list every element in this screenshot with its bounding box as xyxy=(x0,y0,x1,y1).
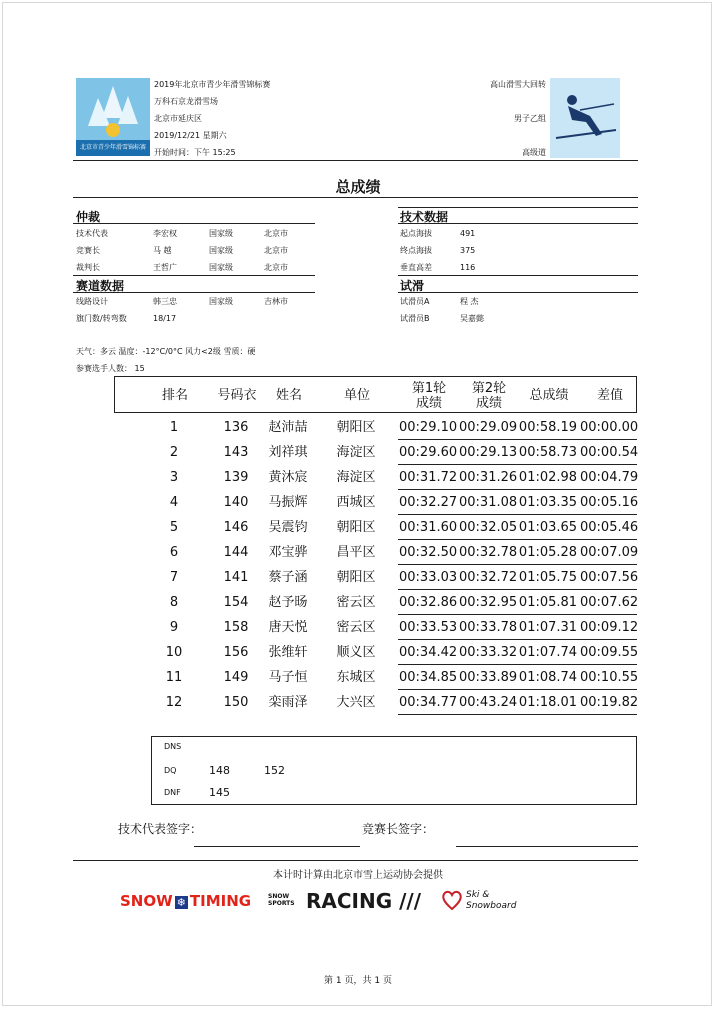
table-cell: 00:29.09 xyxy=(459,420,518,435)
column-header: 号码衣 xyxy=(217,388,257,403)
dq-value: 152 xyxy=(264,764,285,777)
jury-role: 竞赛长 xyxy=(76,246,100,255)
table-cell: 156 xyxy=(223,645,249,660)
forerunner-label: 试滑员B xyxy=(400,314,430,323)
table-cell: 11 xyxy=(165,670,183,685)
fore-line xyxy=(398,292,638,293)
table-cell: 00:32.95 xyxy=(459,595,518,610)
dnf-label: DNF xyxy=(164,788,181,797)
timing-text: TIMING xyxy=(189,892,252,910)
footer-divider xyxy=(73,860,638,861)
forerunners-heading: 试滑 xyxy=(400,279,425,293)
tech-value: 491 xyxy=(460,229,476,238)
course-top-line xyxy=(73,275,315,276)
table-cell: 6 xyxy=(169,545,179,560)
location: 北京市延庆区 xyxy=(154,114,202,123)
table-cell: 00:34.42 xyxy=(399,645,458,660)
table-cell: 00:00.00 xyxy=(580,420,639,435)
snowflake-icon: ❄ xyxy=(176,896,186,909)
page-number: 第 1 页，共 1 页 xyxy=(324,976,392,986)
table-cell: 01:18.01 xyxy=(518,695,578,710)
heart-icon xyxy=(440,888,464,912)
racing-logo: RACING /// xyxy=(306,889,422,913)
table-cell: 00:32.27 xyxy=(399,495,458,510)
table-cell: 海淀区 xyxy=(336,445,376,460)
column-header: 排名 xyxy=(161,388,188,403)
table-cell: 00:32.78 xyxy=(459,545,518,560)
table-cell: 00:34.85 xyxy=(399,670,458,685)
table-cell: 蔡子涵 xyxy=(268,570,308,585)
table-cell: 140 xyxy=(223,495,249,510)
course-label: 旗门数/转弯数 xyxy=(76,314,127,323)
table-cell: 00:05.16 xyxy=(580,495,639,510)
table-cell: 00:00.54 xyxy=(580,445,639,460)
start-time: 开始时间：下午 15:25 xyxy=(154,148,236,157)
dnf-value: 145 xyxy=(209,786,230,799)
jury-role: 技术代表 xyxy=(76,229,108,238)
dq-value: 148 xyxy=(209,764,230,777)
table-cell: 张维轩 xyxy=(268,645,308,660)
column-header: 差值 xyxy=(596,388,623,403)
row-divider xyxy=(398,614,637,615)
jury-name: 李宏权 xyxy=(153,229,177,238)
jury-level: 国家级 xyxy=(209,246,233,255)
tech-delegate-signature-label: 技术代表签字： xyxy=(118,822,203,836)
course-level: 高级道 xyxy=(522,148,546,157)
table-cell: 01:02.98 xyxy=(518,470,578,485)
table-cell: 00:31.60 xyxy=(399,520,458,535)
table-cell: 00:29.60 xyxy=(399,445,458,460)
table-cell: 东城区 xyxy=(336,670,376,685)
table-cell: 8 xyxy=(169,595,179,610)
table-cell: 00:29.13 xyxy=(459,445,518,460)
table-cell: 刘祥琪 xyxy=(268,445,308,460)
table-cell: 01:05.75 xyxy=(518,570,578,585)
table-cell: 00:32.72 xyxy=(459,570,518,585)
results-header xyxy=(114,376,637,413)
table-cell: 5 xyxy=(169,520,179,535)
table-cell: 9 xyxy=(169,620,179,635)
table-cell: 01:03.35 xyxy=(518,495,578,510)
snow-text: SNOW xyxy=(120,892,173,910)
table-cell: 00:33.03 xyxy=(399,570,458,585)
logo-text: 北京市青少年滑雪锦标赛 xyxy=(79,144,146,151)
row-divider xyxy=(398,639,637,640)
table-cell: 00:09.12 xyxy=(580,620,639,635)
table-cell: 01:08.74 xyxy=(518,670,578,685)
table-cell: 00:10.55 xyxy=(580,670,639,685)
table-cell: 00:09.55 xyxy=(580,645,639,660)
table-cell: 马振辉 xyxy=(268,495,308,510)
tech-value: 375 xyxy=(460,246,476,255)
tech-label: 垂直高差 xyxy=(400,263,432,272)
age-group: 男子乙组 xyxy=(514,114,546,123)
table-cell: 01:05.81 xyxy=(518,595,578,610)
title-divider xyxy=(73,197,638,198)
tech-value: 116 xyxy=(460,263,476,272)
table-cell: 大兴区 xyxy=(336,695,376,710)
table-cell: 00:58.19 xyxy=(518,420,578,435)
table-cell: 赵沛喆 xyxy=(268,420,308,435)
table-cell: 赵予旸 xyxy=(268,595,308,610)
table-cell: 顺义区 xyxy=(336,645,376,660)
jury-org: 北京市 xyxy=(264,246,288,255)
table-cell: 00:43.24 xyxy=(459,695,518,710)
table-cell: 139 xyxy=(223,470,249,485)
table-cell: 00:31.26 xyxy=(459,470,518,485)
table-cell: 00:07.56 xyxy=(580,570,639,585)
table-cell: 邓宝骅 xyxy=(268,545,308,560)
tech-top-line xyxy=(398,207,638,208)
course-level: 国家级 xyxy=(209,297,233,306)
dq-label: DQ xyxy=(164,766,177,775)
table-cell: 00:32.05 xyxy=(459,520,518,535)
jury-org: 北京市 xyxy=(264,263,288,272)
weather: 天气：多云 温度：-12°C/0°C 风力<2级 雪质：硬 xyxy=(76,347,256,356)
table-cell: 00:33.32 xyxy=(459,645,518,660)
table-cell: 01:07.74 xyxy=(518,645,578,660)
ski-snowboard-logo: Ski & Snowboard xyxy=(466,890,517,911)
table-cell: 00:31.72 xyxy=(399,470,458,485)
course-name: 韩三忠 xyxy=(153,297,177,306)
table-cell: 密云区 xyxy=(336,620,376,635)
table-cell: 01:07.31 xyxy=(518,620,578,635)
course-org: 吉林市 xyxy=(264,297,288,306)
dns-label: DNS xyxy=(164,742,182,751)
table-cell: 昌平区 xyxy=(336,545,376,560)
fore-top-line xyxy=(398,275,638,276)
table-cell: 150 xyxy=(223,695,249,710)
snow-sports-text: SNOW SPORTS xyxy=(268,893,295,907)
table-cell: 00:32.86 xyxy=(399,595,458,610)
course-heading: 赛道数据 xyxy=(76,279,125,293)
tech-delegate-signature-line xyxy=(194,846,360,847)
table-cell: 143 xyxy=(223,445,249,460)
jury-level: 国家级 xyxy=(209,263,233,272)
row-divider xyxy=(398,664,637,665)
table-cell: 00:33.78 xyxy=(459,620,518,635)
table-cell: 10 xyxy=(165,645,183,660)
table-cell: 146 xyxy=(223,520,249,535)
table-cell: 1 xyxy=(169,420,179,435)
row-divider xyxy=(398,514,637,515)
column-header: 第2轮 成绩 xyxy=(471,380,507,411)
column-header: 第1轮 成绩 xyxy=(411,380,447,411)
column-header: 姓名 xyxy=(275,388,302,403)
table-cell: 朝阳区 xyxy=(336,570,376,585)
row-divider xyxy=(398,589,637,590)
jury-line xyxy=(73,223,315,224)
table-cell: 00:29.10 xyxy=(399,420,458,435)
table-cell: 00:33.53 xyxy=(399,620,458,635)
row-divider xyxy=(398,539,637,540)
forerunner-label: 试滑员A xyxy=(400,297,430,306)
table-cell: 144 xyxy=(223,545,249,560)
table-cell: 00:32.50 xyxy=(399,545,458,560)
table-cell: 00:19.82 xyxy=(580,695,639,710)
table-cell: 00:34.77 xyxy=(399,695,458,710)
row-divider xyxy=(398,464,637,465)
race-director-signature-label: 竞赛长签字： xyxy=(362,822,435,836)
skier-icon xyxy=(550,78,620,158)
table-cell: 00:58.73 xyxy=(518,445,578,460)
page-title: 总成绩 xyxy=(335,178,381,196)
forerunner-name: 吴嘉懿 xyxy=(460,314,484,323)
jury-org: 北京市 xyxy=(264,229,288,238)
table-cell: 01:05.28 xyxy=(518,545,578,560)
table-cell: 149 xyxy=(223,670,249,685)
table-cell: 7 xyxy=(169,570,179,585)
date: 2019/12/21 星期六 xyxy=(154,131,227,140)
table-cell: 2 xyxy=(169,445,179,460)
table-cell: 12 xyxy=(165,695,183,710)
column-header: 单位 xyxy=(343,388,370,403)
table-cell: 158 xyxy=(223,620,249,635)
discipline: 高山滑雪大回转 xyxy=(490,80,546,89)
table-cell: 3 xyxy=(169,470,179,485)
row-divider xyxy=(398,564,637,565)
row-divider xyxy=(398,439,637,440)
table-cell: 密云区 xyxy=(336,595,376,610)
jury-heading: 仲裁 xyxy=(76,210,101,224)
table-cell: 黄沐宸 xyxy=(268,470,308,485)
row-divider xyxy=(398,489,637,490)
jury-name: 王哲广 xyxy=(153,263,177,272)
table-cell: 00:07.62 xyxy=(580,595,639,610)
jury-name: 马 越 xyxy=(153,246,172,255)
table-cell: 00:05.46 xyxy=(580,520,639,535)
table-cell: 01:03.65 xyxy=(518,520,578,535)
table-cell: 海淀区 xyxy=(336,470,376,485)
tech-heading: 技术数据 xyxy=(400,210,449,224)
snow-timing-logo xyxy=(120,892,251,910)
tech-label: 终点海拔 xyxy=(400,246,432,255)
jury-role: 裁判长 xyxy=(76,263,100,272)
table-cell: 唐天悦 xyxy=(268,620,308,635)
tech-line xyxy=(398,223,638,224)
table-cell: 00:33.89 xyxy=(459,670,518,685)
participant-count: 参赛选手人数： 15 xyxy=(76,364,145,373)
header-divider xyxy=(73,160,638,161)
table-cell: 154 xyxy=(223,595,249,610)
table-cell: 4 xyxy=(169,495,179,510)
table-cell: 00:07.09 xyxy=(580,545,639,560)
course-name: 18/17 xyxy=(153,314,177,323)
table-cell: 00:04.79 xyxy=(580,470,639,485)
table-cell: 136 xyxy=(223,420,249,435)
race-director-signature-line xyxy=(456,846,638,847)
table-cell: 朝阳区 xyxy=(336,420,376,435)
event-logo xyxy=(76,78,150,156)
row-divider xyxy=(398,714,637,715)
table-cell: 栾雨泽 xyxy=(268,695,308,710)
row-divider xyxy=(398,689,637,690)
timing-provider: 本计时计算由北京市雪上运动协会提供 xyxy=(273,870,443,881)
table-cell: 西城区 xyxy=(336,495,376,510)
table-cell: 00:31.08 xyxy=(459,495,518,510)
table-cell: 朝阳区 xyxy=(336,520,376,535)
table-cell: 吴震钧 xyxy=(268,520,308,535)
tech-label: 起点海拔 xyxy=(400,229,432,238)
venue: 万科石京龙滑雪场 xyxy=(154,97,218,106)
column-header: 总成绩 xyxy=(529,388,569,403)
table-cell: 141 xyxy=(223,570,249,585)
table-cell: 马子恒 xyxy=(268,670,308,685)
course-line xyxy=(73,292,315,293)
course-label: 线路设计 xyxy=(76,297,108,306)
forerunner-name: 程 杰 xyxy=(460,297,479,306)
jury-level: 国家级 xyxy=(209,229,233,238)
event-name: 2019年北京市青少年滑雪锦标赛 xyxy=(154,80,271,89)
